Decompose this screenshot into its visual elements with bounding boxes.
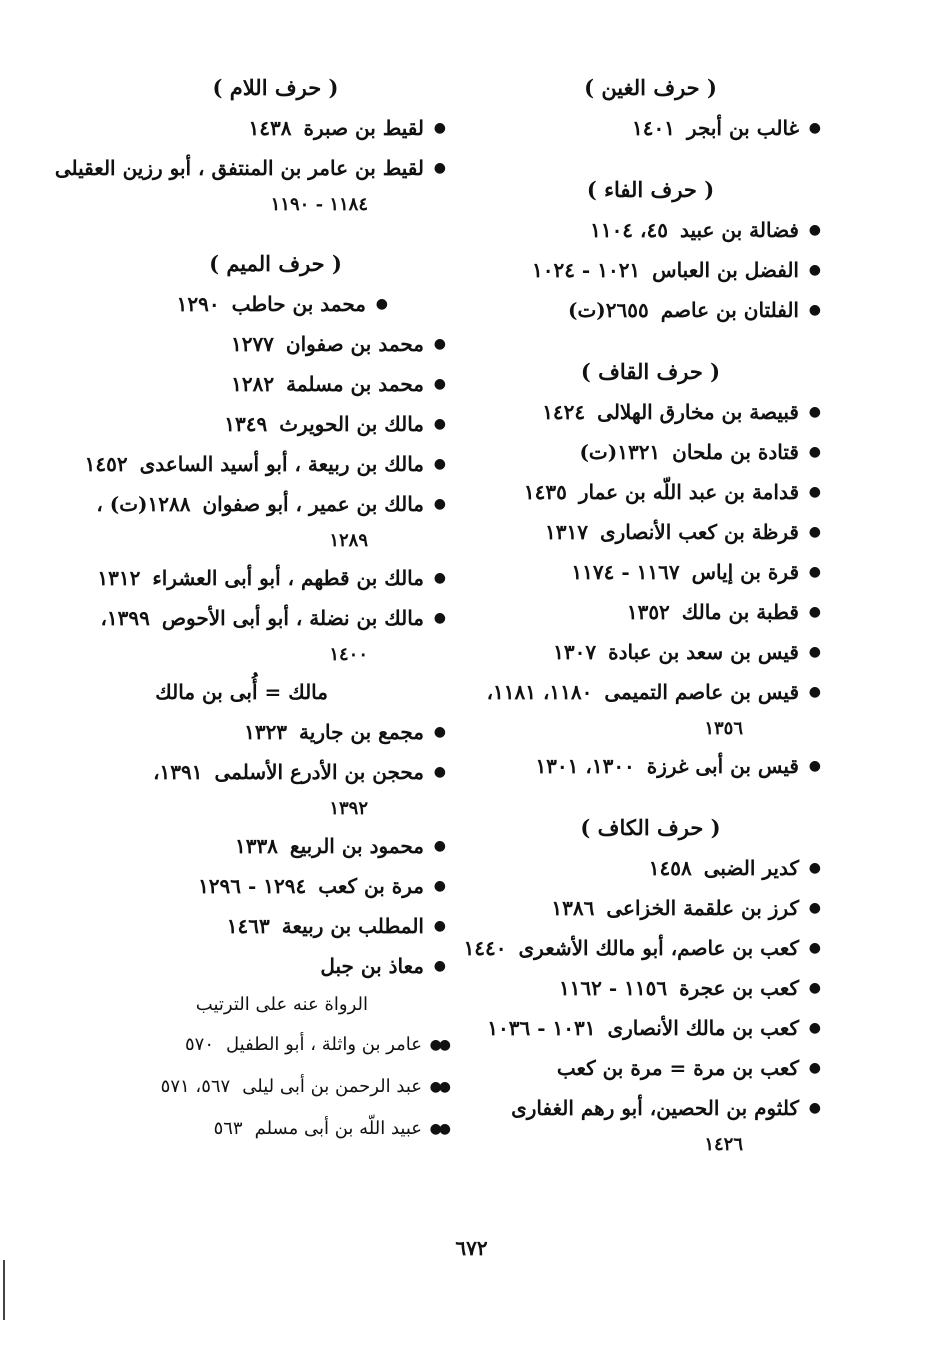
entry-numbers: ١٣١٢ <box>97 566 141 590</box>
entry-numbers: ١٣١٧ <box>545 520 588 544</box>
bullet-icon: ● <box>433 160 446 176</box>
entry-name: قطبة بن مالك <box>681 600 799 624</box>
entry-continuation: ١٢٨٩ <box>329 530 368 551</box>
entry-name: مالك بن قطهم ، أبو أبى العشراء <box>152 566 424 590</box>
entry-numbers: ١٣٣٨ <box>234 834 278 858</box>
entry-numbers: ١٢٧٧ <box>230 332 274 356</box>
index-entry <box>103 324 448 364</box>
index-entry <box>478 672 823 712</box>
bullet-icon: ● <box>433 456 446 472</box>
entry-numbers: ١٣٥٢ <box>626 600 670 624</box>
index-entry <box>478 592 823 632</box>
entry-numbers: ١٤٥٨ <box>648 856 692 880</box>
entry-name: محمد بن مسلمة <box>286 372 424 396</box>
index-entry <box>103 404 448 444</box>
entry-continuation: ١٣٩٢ <box>329 798 368 819</box>
bullet-icon: ● <box>808 758 821 774</box>
bullet-icon: ● <box>433 496 446 512</box>
entry-name: قيس بن أبى غرزة <box>646 754 799 778</box>
entry-name: قيس بن سعد بن عبادة <box>608 640 799 664</box>
section-heading: ( حرف الفاء ) <box>586 177 715 202</box>
narrator-numbers: ٥٧٠ <box>185 1034 215 1055</box>
entry-numbers: ١٠٢١ - ١٠٢٤ <box>532 258 641 282</box>
entry-numbers: ١٤٥٢ <box>84 452 128 476</box>
entry-name: كعب بن عاصم، أبو مالك الأشعرى <box>518 936 799 960</box>
index-entry <box>478 512 823 552</box>
narrator-numbers: ٥٦٣ <box>213 1118 243 1139</box>
narrator-entry <box>103 1066 448 1108</box>
entry-name: كلثوم بن الحصين، أبو رهم الغفارى <box>511 1096 799 1120</box>
bullet-icon: ● <box>808 684 821 700</box>
index-entry <box>478 968 823 1008</box>
index-entry <box>478 1008 823 1048</box>
narrator-entry <box>103 1024 448 1066</box>
entry-name: معاذ بن جبل <box>320 954 424 978</box>
index-entry <box>96 484 448 524</box>
right-column <box>463 68 823 1162</box>
entry-name: لقيط بن عامر بن المنتفق ، أبو رزين العقيلى <box>54 156 424 180</box>
narrator-name: عبد الرحمن بن أبى ليلى <box>242 1076 422 1097</box>
bullet-icon: ● <box>433 610 446 626</box>
index-entry <box>103 906 448 946</box>
entry-name: مالك بن عمير ، أبو صفوان <box>202 492 424 516</box>
index-entry <box>478 552 823 592</box>
double-bullet-icon: ●● <box>429 1121 448 1137</box>
entry-continuation: ١٤٠٠ <box>329 644 368 665</box>
left-column <box>54 68 448 1150</box>
section-heading: ( حرف الميم ) <box>209 251 342 276</box>
bullet-icon: ● <box>433 416 446 432</box>
entry-numbers: ١١٥٦ - ١١٦٢ <box>558 976 668 1000</box>
entry-name: محمد بن حاطب <box>231 292 366 316</box>
entry-numbers: ١٠٣١ - ١٠٣٦ <box>487 1016 596 1040</box>
entry-name: محمد بن صفوان <box>285 332 424 356</box>
index-entry <box>478 632 823 672</box>
page-number: ٦٧٢ <box>455 1236 488 1260</box>
entry-continuation: ١٣٥٦ <box>704 718 743 739</box>
index-entry <box>478 290 823 330</box>
section-kaf <box>463 808 823 1162</box>
index-entry <box>84 444 448 484</box>
bullet-icon: ● <box>433 120 446 136</box>
index-entry <box>103 712 448 752</box>
index-entry <box>478 432 823 472</box>
entry-numbers: ١٤٤٠ <box>463 936 507 960</box>
bullet-icon: ● <box>808 444 821 460</box>
index-entry <box>103 108 448 148</box>
bullet-icon: ● <box>433 878 446 894</box>
bullet-icon: ● <box>808 1060 821 1076</box>
bullet-icon: ● <box>433 764 446 780</box>
entry-numbers: ٢٦٥٥(ت) <box>568 298 649 322</box>
bullet-icon: ● <box>808 604 821 620</box>
index-entry <box>463 928 823 968</box>
entry-numbers: ١١٨٠، ١١٨١، <box>486 680 593 704</box>
index-entry <box>103 826 448 866</box>
index-entry <box>478 472 823 512</box>
entry-name: مالك بن نضلة ، أبو أبى الأحوص <box>161 606 424 630</box>
section-qaf <box>478 352 823 786</box>
bullet-icon: ● <box>808 644 821 660</box>
entry-name: كرز بن علقمة الخزاعى <box>606 896 799 920</box>
entry-name: كعب بن مرة = مرة بن كعب <box>556 1056 799 1080</box>
entry-numbers: ١٣٠٠، ١٣٠١ <box>535 754 635 778</box>
entry-numbers: ١٣٢٣ <box>244 720 288 744</box>
entry-continuation: ١٤٢٦ <box>704 1134 743 1155</box>
section-fa <box>478 170 823 330</box>
entry-numbers: ١٢٨٨(ت) ، <box>96 492 191 516</box>
bullet-icon: ● <box>808 524 821 540</box>
section-heading: ( حرف القاف ) <box>580 359 721 384</box>
section-mim <box>84 244 448 1150</box>
entry-name: محجن بن الأدرع الأسلمى <box>214 760 424 784</box>
entry-name: المطلب بن ربيعة <box>281 914 424 938</box>
narrator-entry <box>103 1108 448 1150</box>
bullet-icon: ● <box>433 376 446 392</box>
section-ghayn <box>478 68 823 148</box>
entry-name: كدير الضبى <box>703 856 799 880</box>
narrator-numbers: ٥٦٧، ٥٧١ <box>160 1076 231 1097</box>
bullet-icon: ● <box>808 120 821 136</box>
narrators-title: الرواة عنه على الترتيب <box>195 994 368 1015</box>
bullet-icon: ● <box>375 296 388 312</box>
index-entry <box>478 108 823 148</box>
entry-name: كعب بن مالك الأنصارى <box>607 1016 799 1040</box>
entry-name: قيس بن عاصم التميمى <box>604 680 799 704</box>
entry-name: محمود بن الربيع <box>289 834 424 858</box>
entry-numbers: ١٣٩٩، <box>100 606 150 630</box>
entry-name: مرة بن كعب <box>318 874 424 898</box>
scan-edge-mark <box>3 1260 5 1320</box>
bullet-icon: ● <box>808 900 821 916</box>
entry-name: مالك بن ربيعة ، أبو أسيد الساعدى <box>139 452 424 476</box>
entry-numbers: ١١٦٧ - ١١٧٤ <box>571 560 680 584</box>
entry-name: غالب بن أبجر <box>686 116 799 140</box>
narrator-name: عبيد اللّه بن أبى مسلم <box>254 1118 422 1139</box>
entry-numbers: ١٣٠٧ <box>553 640 597 664</box>
entry-numbers: ١٣٢١(ت) <box>579 440 661 464</box>
bullet-icon: ● <box>433 838 446 854</box>
entry-numbers: ٤٥، ١١٠٤ <box>590 218 668 242</box>
cross-reference-note: مالك = أُبى بن مالك <box>155 680 328 704</box>
index-entry <box>97 558 448 598</box>
index-entry <box>478 746 823 786</box>
section-heading: ( حرف اللام ) <box>212 75 339 100</box>
entry-name: قبيصة بن مخارق الهلالى <box>597 400 799 424</box>
index-entry <box>478 1088 823 1128</box>
bullet-icon: ● <box>433 958 446 974</box>
entry-name: كعب بن عجرة <box>679 976 799 1000</box>
entry-name: فضالة بن عبيد <box>679 218 799 242</box>
narrator-name: عامر بن واثلة ، أبو الطفيل <box>226 1034 422 1055</box>
entry-name: مالك بن الحويرث <box>279 412 424 436</box>
index-entry <box>54 148 448 188</box>
entry-numbers: ١٤٠١ <box>631 116 675 140</box>
section-lam <box>54 68 448 222</box>
bullet-icon: ● <box>808 940 821 956</box>
index-entry <box>478 210 823 250</box>
entry-numbers: ١٤٦٣ <box>226 914 270 938</box>
double-bullet-icon: ●● <box>429 1079 448 1095</box>
bullet-icon: ● <box>808 262 821 278</box>
entry-numbers: ١٣٨٦ <box>551 896 595 920</box>
entry-name: مجمع بن جارية <box>299 720 424 744</box>
index-entry <box>103 752 448 792</box>
index-entry <box>103 946 448 986</box>
bullet-icon: ● <box>808 222 821 238</box>
bullet-icon: ● <box>433 570 446 586</box>
bullet-icon: ● <box>808 404 821 420</box>
bullet-icon: ● <box>808 484 821 500</box>
section-heading: ( حرف الكاف ) <box>580 815 721 840</box>
bullet-icon: ● <box>808 1100 821 1116</box>
index-entry <box>103 284 448 324</box>
entry-continuation: ١١٨٤ - ١١٩٠ <box>270 194 368 215</box>
index-entry <box>478 250 823 290</box>
bullet-icon: ● <box>808 1020 821 1036</box>
entry-numbers: ١٤٢٤ <box>542 400 586 424</box>
entry-numbers: ١٢٩٠ <box>176 292 220 316</box>
entry-numbers: ١٢٩٤ - ١٢٩٦ <box>198 874 307 898</box>
bullet-icon: ● <box>808 302 821 318</box>
entry-name: لقيط بن صبرة <box>303 116 424 140</box>
entry-numbers: ١٤٣٥ <box>523 480 567 504</box>
double-bullet-icon: ●● <box>429 1037 448 1053</box>
bullet-icon: ● <box>808 564 821 580</box>
index-entry <box>478 1048 823 1088</box>
bullet-icon: ● <box>433 724 446 740</box>
entry-numbers: ١٤٣٨ <box>248 116 292 140</box>
index-entry <box>100 598 448 638</box>
index-entry <box>103 866 448 906</box>
section-heading: ( حرف الغين ) <box>584 75 717 100</box>
index-entry <box>103 364 448 404</box>
entry-name: الفلتان بن عاصم <box>660 298 799 322</box>
bullet-icon: ● <box>433 918 446 934</box>
entry-name: الفضل بن العباس <box>652 258 799 282</box>
entry-name: قتادة بن ملحان <box>672 440 799 464</box>
bullet-icon: ● <box>433 336 446 352</box>
entry-name: قرة بن إياس <box>691 560 799 584</box>
index-entry <box>478 888 823 928</box>
entry-numbers: ١٣٤٩ <box>224 412 268 436</box>
entry-numbers: ١٢٨٢ <box>231 372 275 396</box>
index-entry <box>478 848 823 888</box>
index-entry <box>478 392 823 432</box>
entry-name: قرظة بن كعب الأنصارى <box>599 520 799 544</box>
entry-name: قدامة بن عبد اللّه بن عمار <box>578 480 799 504</box>
bullet-icon: ● <box>808 980 821 996</box>
entry-numbers: ١٣٩١، <box>153 760 203 784</box>
bullet-icon: ● <box>808 860 821 876</box>
